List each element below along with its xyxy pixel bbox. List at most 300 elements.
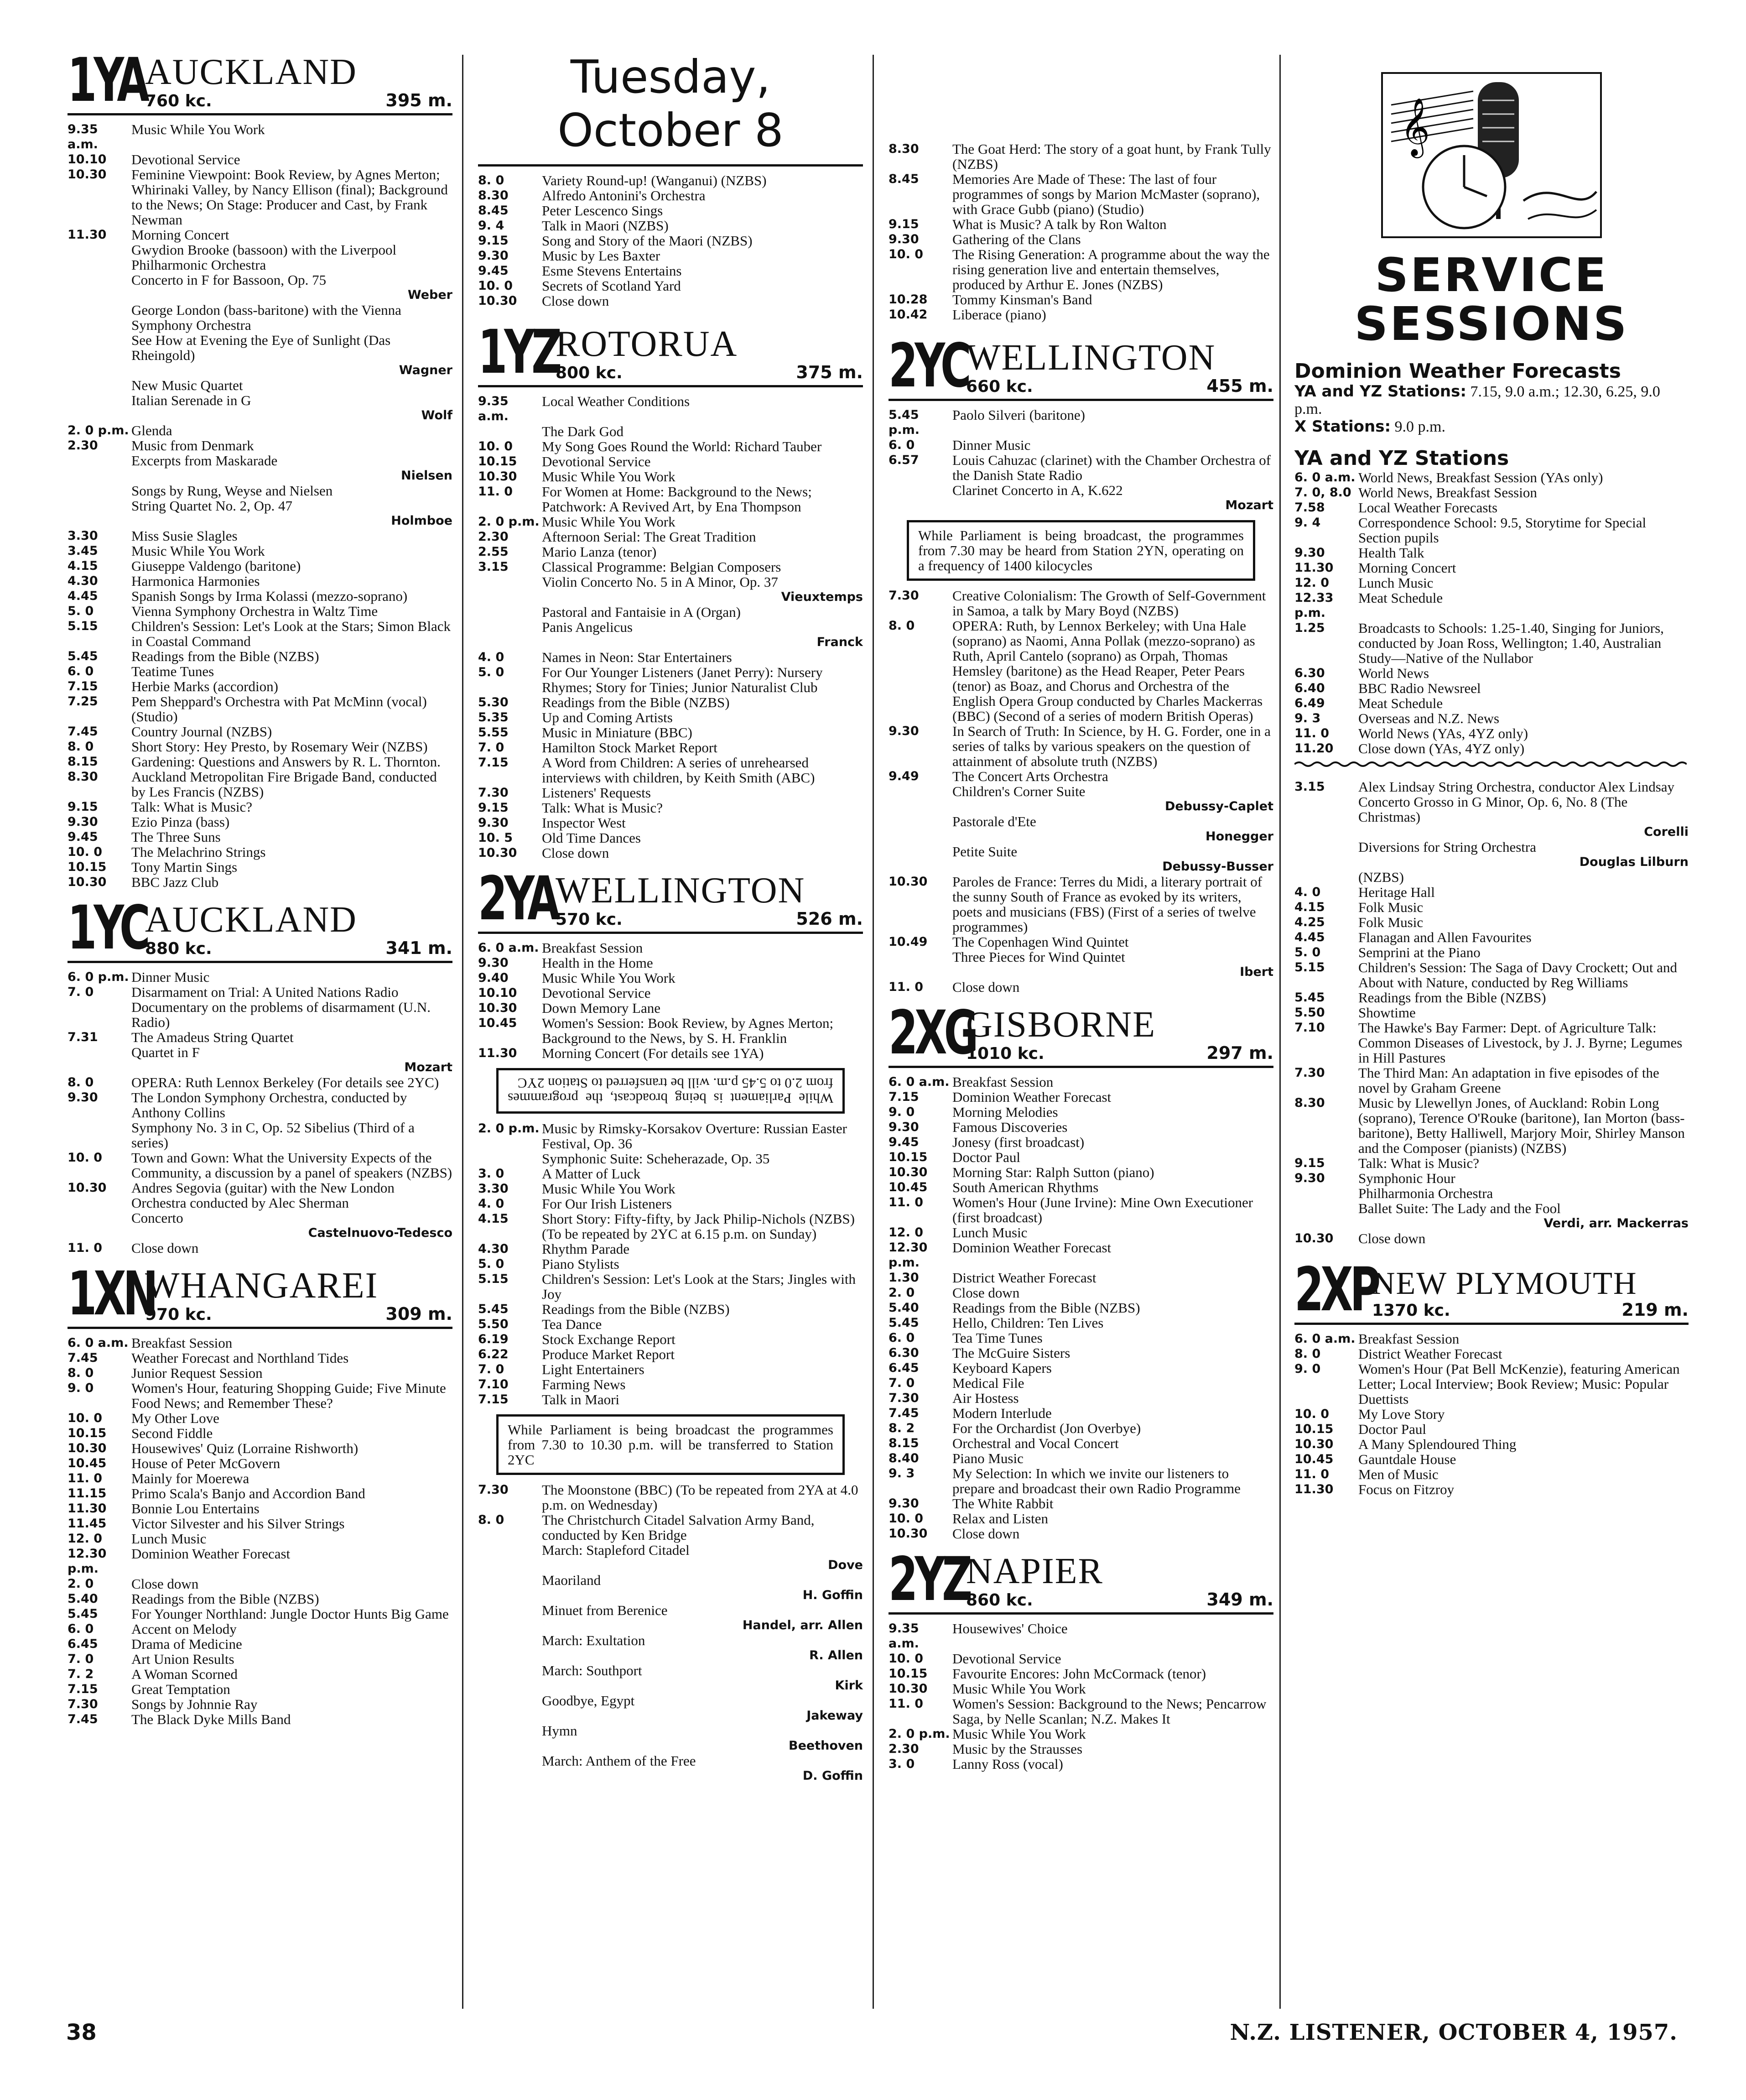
program-title: Readings from the Bible (NZBS) (952, 1300, 1140, 1316)
program-entry (478, 845, 863, 860)
program-time: 10.30 (889, 1527, 928, 1541)
program-time: 5.30 (478, 695, 509, 709)
program-entry (68, 844, 452, 860)
program-time: 7.10 (1294, 1021, 1325, 1035)
program-list (889, 1074, 1273, 1541)
program-entry (1294, 885, 1689, 900)
program-entry (1294, 1482, 1689, 1497)
program-entry (68, 589, 452, 604)
program-title: Health in the Home (542, 955, 653, 971)
program-entry (889, 1240, 1273, 1270)
program-title: Breakfast Session (542, 940, 643, 956)
program-title: Andres Segovia (guitar) with the New London Orchestra conducted by Alec Sherman (131, 1180, 395, 1211)
program-entry (68, 333, 452, 363)
frequency-kc: 1370 kc. (1372, 1301, 1450, 1320)
program-entry (478, 955, 863, 970)
program-time: 9. 0 (889, 1105, 915, 1119)
program-time: 6. 0 a.m. (1294, 1332, 1356, 1346)
call-sign: 2YC (889, 331, 968, 401)
composer-credit: Nielsen (400, 469, 452, 483)
program-title: Classical Programme: Belgian Composers (542, 559, 781, 575)
program-time: 10.10 (68, 152, 107, 167)
program-title: Old Time Dances (542, 830, 641, 846)
program-entry (889, 1741, 1273, 1756)
program-title: Meat Schedule (1358, 695, 1443, 712)
program-time: 10.15 (478, 454, 517, 469)
program-entry (68, 152, 452, 167)
program-time: 4.25 (1294, 915, 1325, 930)
program-entry (1294, 1156, 1689, 1171)
program-entry (1294, 1065, 1689, 1095)
program-title: Devotional Service (542, 453, 651, 469)
program-title: The Christchurch Citadel Salvation Army Band, conducted by Ken Bridge (542, 1512, 815, 1543)
program-title: Devotional Service (952, 1651, 1061, 1667)
program-title: Drama of Medicine (131, 1636, 242, 1652)
program-time: 7.10 (478, 1377, 509, 1391)
program-time: 2. 0 p.m. (68, 423, 129, 438)
program-entry (68, 1486, 452, 1501)
program-time: 10.15 (889, 1150, 928, 1164)
program-time: 11. 0 (889, 980, 924, 994)
program-time: 10.30 (889, 1165, 928, 1179)
program-entry (68, 664, 452, 679)
program-time: 10. 0 (1294, 1407, 1330, 1422)
program-title: Meat Schedule (1358, 590, 1443, 606)
program-title: Talk: What is Music? (1358, 1155, 1480, 1172)
program-entry (478, 233, 863, 248)
program-list (1294, 779, 1689, 1246)
program-time: 9.30 (478, 249, 509, 263)
program-title: Music While You Work (542, 469, 676, 485)
program-time: 6.45 (68, 1637, 98, 1651)
program-title: Teatime Tunes (131, 663, 214, 679)
program-title: Music by the Strausses (952, 1741, 1083, 1757)
program-title: World News, Breakfast Session (1358, 485, 1537, 501)
program-entry (889, 844, 1273, 859)
program-entry (1294, 485, 1689, 500)
program-entry (478, 173, 863, 188)
wavelength-m: 395 m. (385, 90, 452, 110)
program-entry (889, 1300, 1273, 1315)
call-sign: 1YC (68, 893, 147, 963)
program-time: 7.25 (68, 694, 98, 709)
program-time: 8. 0 (68, 1366, 94, 1380)
program-entry (68, 860, 452, 875)
program-title: Liberace (piano) (952, 307, 1046, 323)
program-time: 7.31 (68, 1030, 98, 1044)
station-2yc (889, 331, 1273, 995)
program-title: Philharmonia Orchestra (1358, 1185, 1493, 1202)
program-entry (68, 1621, 452, 1636)
station-1yc (68, 893, 452, 1256)
program-title: Readings from the Bible (NZBS) (542, 1301, 730, 1317)
program-time: 10.30 (889, 1682, 928, 1696)
program-time: 6.57 (889, 453, 919, 467)
frequency-kc: 1010 kc. (966, 1044, 1044, 1063)
program-entry (68, 1350, 452, 1365)
program-time: 12.33 p.m. (1294, 591, 1334, 620)
program-title: Doctor Paul (1358, 1421, 1426, 1438)
program-title: Weather Forecast and Northland Tides (131, 1350, 349, 1366)
program-title: Symphonic Suite: Scheherazade, Op. 35 (542, 1151, 770, 1167)
program-title: Harmonica Harmonies (131, 573, 260, 589)
program-entry (1294, 1171, 1689, 1186)
program-time: 5. 0 (68, 604, 94, 618)
program-time: 7.30 (889, 1391, 919, 1405)
program-time: 7. 0 (478, 740, 504, 755)
program-title: Children's Corner Suite (952, 783, 1086, 799)
program-entry (68, 829, 452, 844)
program-entry (478, 740, 863, 755)
program-title: Medical File (952, 1375, 1024, 1391)
program-time: 5.40 (68, 1592, 98, 1606)
program-entry (1294, 666, 1689, 681)
program-time (889, 784, 952, 799)
program-entry (478, 725, 863, 740)
program-title: Dominion Weather Forecast (952, 1240, 1112, 1256)
program-title: Light Entertainers (542, 1361, 644, 1377)
program-time: 5.45 (68, 649, 98, 663)
call-sign: 2YA (478, 864, 557, 934)
frequency-kc: 860 kc. (966, 1591, 1033, 1610)
program-entry (889, 1526, 1273, 1541)
city-name: WHANGAREI (145, 1266, 379, 1306)
program-time: 5.45 (889, 1316, 919, 1330)
city-name: AUCKLAND (145, 900, 357, 940)
program-entry (889, 1421, 1273, 1436)
program-title: Town and Gown: What the University Expects of the Community, a discussion by a panel of speakers (NZBS) (131, 1150, 452, 1181)
weather-times: 7.15, 9.0 a.m.; 12.30, 6.25, 9.0 p.m. (1294, 383, 1660, 418)
program-time: 2. 0 p.m. (478, 515, 540, 529)
program-entry (478, 1046, 863, 1061)
program-entry (68, 393, 452, 408)
program-time: 8.45 (889, 172, 919, 186)
program-title: Second Fiddle (131, 1425, 213, 1441)
program-time: 10.49 (889, 935, 928, 949)
frequency-kc: 660 kc. (966, 377, 1033, 396)
program-list (478, 940, 863, 1061)
composer-credit: Kirk (835, 1678, 863, 1693)
program-title: Clarinet Concerto in A, K.622 (952, 482, 1123, 498)
program-title: Stock Exchange Report (542, 1331, 676, 1347)
program-time (889, 949, 952, 964)
program-title: Concerto (131, 1210, 183, 1226)
program-time (478, 1151, 542, 1166)
program-title: For Women at Home: Background to the News; Patchwork: A Revived Art, by Ena Thompson (542, 484, 812, 515)
program-entry (68, 1120, 452, 1150)
call-sign: 2YZ (889, 1544, 970, 1615)
composer-credit: Beethoven (788, 1739, 863, 1753)
program-title: March: Exultation (542, 1632, 645, 1648)
program-entry (68, 438, 452, 453)
program-time: 11. 0 (1294, 1467, 1330, 1482)
program-entry (478, 1181, 863, 1196)
program-entry (478, 469, 863, 484)
program-title: Health Talk (1358, 545, 1424, 561)
program-entry (68, 573, 452, 589)
program-title: Folk Music (1358, 914, 1424, 931)
program-entry (889, 980, 1273, 995)
program-entry (478, 574, 863, 589)
program-time: 3.15 (1294, 780, 1325, 794)
program-time: 7.45 (68, 724, 98, 739)
program-entry (68, 498, 452, 513)
program-entry (68, 528, 452, 543)
program-title: Overseas and N.Z. News (1358, 710, 1500, 727)
program-title: Memories Are Made of These: The last of four programmes of songs by Marion McMaster (soprano), with Grace Gubb (piano) (Studio) (952, 171, 1260, 217)
program-entry (68, 754, 452, 769)
program-entry (889, 1165, 1273, 1180)
program-time: 7. 2 (68, 1667, 94, 1681)
program-time: 10.30 (68, 1181, 107, 1195)
composer-credit: Debussy-Busser (1162, 860, 1273, 874)
service-title-line: SESSIONS (1354, 297, 1629, 352)
program-entry (478, 800, 863, 815)
program-time (478, 1633, 542, 1648)
program-title: Readings from the Bible (NZBS) (542, 694, 730, 710)
program-entry (1294, 960, 1689, 990)
program-title: For Our Irish Listeners (542, 1196, 672, 1212)
program-title: Three Pieces for Wind Quintet (952, 949, 1125, 965)
program-entry (478, 1512, 863, 1542)
station-header (1294, 1255, 1689, 1325)
program-title: Semprini at the Piano (1358, 944, 1481, 961)
program-entry (68, 483, 452, 498)
program-time: 8. 0 (1294, 1347, 1321, 1361)
program-title: Housewives' Choice (952, 1621, 1068, 1636)
program-title: Folk Music (1358, 899, 1424, 916)
program-entry (1294, 726, 1689, 741)
program-entry (478, 424, 863, 439)
frequency-kc: 880 kc. (145, 939, 212, 958)
program-time (1294, 1186, 1358, 1201)
program-entry (478, 1317, 863, 1332)
program-entry (1294, 1452, 1689, 1467)
program-entry (478, 1633, 863, 1648)
program-title: Short Story: Fifty-fifty, by Jack Philip-Nichols (NZBS) (To be repeated by 2YC at 6.15 p.m. on Sunday) (542, 1211, 855, 1242)
program-time: 9.30 (1294, 1171, 1325, 1186)
program-time: 10. 0 (889, 247, 924, 261)
program-entry (1294, 870, 1689, 885)
program-time: 8.30 (889, 142, 919, 156)
program-time: 10.15 (1294, 1422, 1334, 1437)
program-entry (68, 1090, 452, 1120)
program-title: A Word from Children: A series of unrehearsed interviews with children, by Keith Smith (ABC) (542, 755, 815, 786)
program-time: 7.15 (889, 1090, 919, 1104)
program-time: 9.30 (478, 816, 509, 830)
program-title: Readings from the Bible (NZBS) (1358, 990, 1546, 1006)
program-entry (889, 1345, 1273, 1360)
program-time: 11. 0 (68, 1471, 103, 1485)
program-entry (889, 1681, 1273, 1696)
station-header (889, 1544, 1273, 1615)
program-time: 7.15 (478, 756, 509, 770)
program-entry (478, 559, 863, 574)
program-time: 7.30 (478, 1483, 509, 1497)
page-title: Tuesday, October 8 (478, 50, 863, 167)
program-entry (478, 1362, 863, 1377)
program-title: Lunch Music (131, 1531, 207, 1547)
program-entry (478, 1256, 863, 1271)
program-entry (68, 679, 452, 694)
program-time: 9.45 (478, 264, 509, 278)
program-time: 10.10 (478, 986, 517, 1000)
program-entry (68, 227, 452, 242)
program-title: See How at Evening the Eye of Sunlight (Das Rheingold) (131, 332, 391, 363)
program-entry (68, 1516, 452, 1531)
program-time (478, 424, 542, 439)
program-time: 9.45 (889, 1135, 919, 1149)
program-entry (478, 439, 863, 454)
program-time: 4.45 (68, 589, 98, 603)
program-entry (478, 263, 863, 278)
program-entry (68, 969, 452, 985)
program-entry (68, 875, 452, 890)
wavelength-m: 297 m. (1206, 1043, 1273, 1063)
program-title: Miss Susie Slagles (131, 528, 238, 544)
program-time: 10.45 (1294, 1452, 1334, 1467)
program-time: 7.30 (68, 1697, 98, 1711)
program-time: 4.15 (478, 1212, 509, 1226)
program-entry (1294, 1186, 1689, 1201)
program-entry (68, 1697, 452, 1712)
program-time: 3.45 (68, 544, 98, 558)
program-time: 9.15 (68, 800, 98, 814)
frequency-kc: 970 kc. (145, 1305, 212, 1324)
city-name: AUCKLAND (145, 52, 357, 92)
program-title: Listeners' Requests (542, 785, 651, 801)
program-time: 6.22 (478, 1347, 509, 1361)
program-entry (1294, 560, 1689, 575)
program-title: Devotional Service (131, 151, 240, 167)
program-title: Ezio Pinza (bass) (131, 814, 230, 830)
program-entry (1294, 779, 1689, 794)
program-title: Great Temptation (131, 1681, 230, 1697)
program-entry (889, 1315, 1273, 1330)
service-list (1294, 470, 1689, 756)
call-sign: 2XG (889, 998, 976, 1068)
program-title: Disarmament on Trial: A United Nations Radio Documentary on the problems of disarmament (U.N. Radio) (131, 984, 431, 1030)
program-entry (1294, 1095, 1689, 1156)
program-title: Morning Concert (For details see 1YA) (542, 1045, 764, 1061)
program-title: Songs by Rung, Weyse and Nielsen (131, 483, 333, 499)
program-entry (68, 1471, 452, 1486)
program-title: Women's Hour (June Irvine): Mine Own Executioner (first broadcast) (952, 1194, 1253, 1225)
program-title: Women's Session: Background to the News; Pencarrow Saga, by Nelle Scanlan; N.Z. Makes It (952, 1696, 1267, 1727)
program-title: Alex Lindsay String Orchestra, conductor Alex Lindsay (1358, 779, 1675, 795)
program-time: 5.45 (68, 1607, 98, 1621)
composer-credit: Debussy-Caplet (1164, 799, 1273, 813)
composer-credit: R. Allen (809, 1648, 863, 1662)
program-entry (889, 1451, 1273, 1466)
program-title: Orchestral and Vocal Concert (952, 1435, 1119, 1451)
program-entry (478, 1663, 863, 1678)
program-title: Close down (952, 1285, 1020, 1301)
program-title: Music While You Work (542, 970, 676, 986)
program-title: Correspondence School: 9.5, Storytime for Special Section pupils (1358, 515, 1647, 546)
column-1 (59, 50, 461, 1981)
program-title: World News, Breakfast Session (YAs only) (1358, 469, 1603, 486)
program-title: Focus on Fitzroy (1358, 1481, 1455, 1498)
program-entry (478, 278, 863, 293)
program-entry (1294, 575, 1689, 590)
program-title: Flanagan and Allen Favourites (1358, 929, 1532, 946)
program-title: Jonesy (first broadcast) (952, 1134, 1085, 1150)
station-2xg (889, 998, 1273, 1542)
program-time: 9.30 (889, 232, 919, 246)
program-title: District Weather Forecast (952, 1270, 1096, 1286)
program-time: 6.49 (1294, 696, 1325, 711)
program-time: 11. 0 (68, 1241, 103, 1255)
program-entry (1294, 990, 1689, 1005)
program-title: Talk in Maori (NZBS) (542, 218, 669, 234)
program-time: 10.30 (68, 167, 107, 182)
program-title: Victor Silvester and his Silver Strings (131, 1516, 345, 1532)
program-entry (478, 484, 863, 514)
program-time: 7.45 (68, 1712, 98, 1726)
program-entry (68, 543, 452, 558)
program-time: 7. 0 (68, 1652, 94, 1666)
program-entry (1294, 590, 1689, 620)
program-entry (1294, 1437, 1689, 1452)
program-time: 10.30 (1294, 1231, 1334, 1246)
program-entry (478, 970, 863, 985)
program-entry (1294, 500, 1689, 515)
program-time: 8. 0 (478, 173, 504, 188)
program-entry (1294, 711, 1689, 726)
program-entry (478, 293, 863, 308)
program-title: Primo Scala's Banjo and Accordion Band (131, 1485, 365, 1501)
program-time (68, 302, 131, 333)
program-entry (1294, 1331, 1689, 1346)
program-entry (889, 874, 1273, 934)
program-time: 7.45 (68, 1351, 98, 1365)
program-entry (68, 1240, 452, 1256)
program-time: 3.30 (478, 1182, 509, 1196)
program-time (478, 1542, 542, 1558)
program-title: Music by Les Baxter (542, 248, 660, 264)
program-time: 7.15 (478, 1392, 509, 1407)
program-entry (889, 1666, 1273, 1681)
program-title: The McGuire Sisters (952, 1345, 1070, 1361)
program-time: 5. 0 (478, 665, 504, 679)
program-title: Alfredo Antonini's Orchestra (542, 188, 706, 203)
program-entry (68, 302, 452, 333)
program-entry (889, 407, 1273, 438)
program-title: The London Symphony Orchestra, conducted by Anthony Collins (131, 1089, 407, 1120)
program-entry (889, 1466, 1273, 1496)
program-title: Music While You Work (542, 1181, 676, 1197)
program-time: 4. 0 (478, 650, 504, 664)
wavelength-m: 455 m. (1206, 376, 1273, 396)
program-entry (478, 1723, 863, 1738)
program-time: 9.30 (1294, 546, 1325, 560)
column-4 (1286, 50, 1697, 1981)
program-time: 4.30 (68, 574, 98, 588)
call-sign: 1XN (68, 1259, 155, 1329)
program-title: Air Hostess (952, 1390, 1019, 1406)
program-time (478, 1753, 542, 1768)
program-entry (68, 1210, 452, 1225)
program-title: Concerto in F for Bassoon, Op. 75 (131, 272, 327, 288)
program-entry (1294, 900, 1689, 915)
program-time: 6.19 (478, 1332, 509, 1346)
program-time: 7.15 (68, 1682, 98, 1696)
program-title: Close down (542, 293, 609, 309)
program-time: 12. 0 (1294, 576, 1330, 590)
wavelength-m: 526 m. (796, 909, 863, 929)
program-entry (1294, 620, 1689, 666)
